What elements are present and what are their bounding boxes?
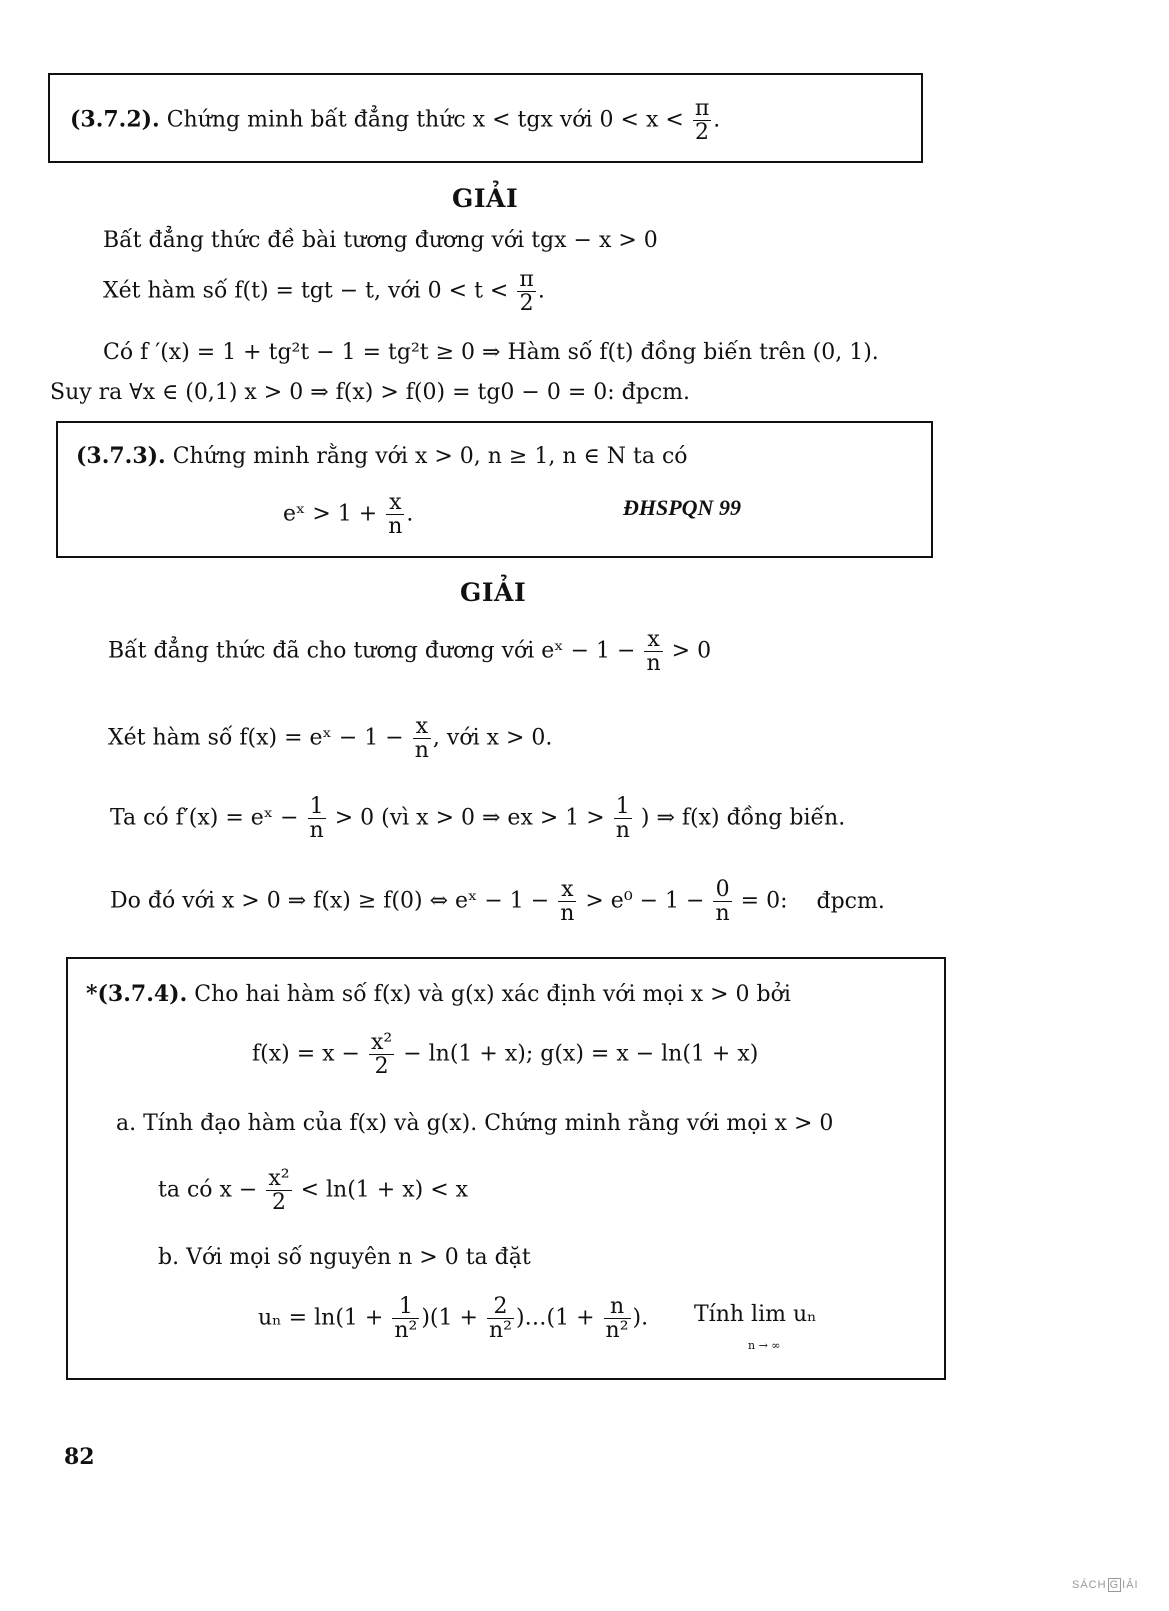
problem-3-7-4-box	[66, 957, 946, 1380]
solution-2-line-3: Ta có f′(x) = eˣ − $\frac{1}{n}$ > 0 (vì x > 0 ⇒ ex > 1 > $\frac{1}{n}$ ) ⇒ f(x) đồng biến.	[110, 794, 846, 844]
solution-heading-1: GIẢI	[452, 184, 519, 213]
problem-source: ĐHSPQN 99	[623, 495, 741, 520]
solution-1-line-1: Bất đẳng thức đề bài tương đương với tgx − x > 0	[103, 228, 658, 253]
problem-text: Chứng minh bất đẳng thức x < tgx với 0 < x <	[166, 107, 684, 133]
part-b-formula: uₙ = ln(1 + $\frac{1}{\text{n²}}$ )(1 + $\frac{2}{\text{n²}}$ )…(1 + $\frac{n}{\text{n²}}$ ).	[258, 1294, 649, 1344]
watermark-logo: SÁCH G IẢI	[1072, 1579, 1139, 1591]
solution-2-line-4: Do đó với x > 0 ⇒ f(x) ≥ f(0) ⇔ eˣ − 1 − $\frac{x}{n}$ > e⁰ − 1 − $\frac{0}{n}$ = 0: đpcm.	[110, 877, 885, 927]
solution-1-line-2: Xét hàm số f(t) = tgt − t, với 0 < t < $\frac{\pi}{2}$ .	[103, 267, 545, 317]
page-number: 82	[64, 1444, 95, 1470]
problem-3-7-3-statement	[76, 443, 688, 469]
solution-2-line-1: Bất đẳng thức đã cho tương đương với eˣ − 1 − $\frac{x}{n}$ > 0	[108, 627, 712, 677]
part-b-limit-subscript: n → ∞	[748, 1339, 781, 1352]
fraction-pi-over-2: $\frac{\pi}{2}$	[694, 96, 710, 146]
part-b-limit: Tính lim uₙ	[694, 1302, 817, 1327]
problem-3-7-2-box	[48, 73, 923, 163]
solution-1-line-4: Suy ra ∀x ∈ (0,1) x > 0 ⇒ f(x) > f(0) = tg0 − 0 = 0: đpcm.	[50, 380, 690, 405]
solution-heading-2: GIẢI	[460, 578, 527, 607]
part-b-line-1: b. Với mọi số nguyên n > 0 ta đặt	[158, 1245, 531, 1270]
part-a-line-2: ta có x − $\frac{\text{x²}}{2}$ < ln(1 + x) < x	[158, 1166, 469, 1216]
part-a-line-1: a. Tính đạo hàm của f(x) và g(x). Chứng minh rằng với mọi x > 0	[116, 1111, 834, 1136]
problem-3-7-3-formula: eˣ > 1 + $\frac{x}{n}$ .	[283, 490, 414, 540]
problem-text: Chứng minh rằng với x > 0, n ≥ 1, n ∈ N ta có	[172, 444, 688, 469]
problem-3-7-3-box	[56, 421, 933, 558]
solution-2-line-2: Xét hàm số f(x) = eˣ − 1 − $\frac{x}{n}$ , với x > 0.	[108, 714, 553, 764]
problem-label: (3.7.2).	[70, 106, 160, 133]
fraction-pi-over-2: $\frac{\pi}{2}$	[519, 267, 534, 317]
problem-3-7-2-statement: (3.7.2). Chứng minh bất đẳng thức x < tgx với 0 < x < $\frac{\pi}{2}$ .	[70, 96, 721, 146]
problem-label: (3.7.3).	[76, 443, 166, 469]
solution-1-line-3: Có f ′(x) = 1 + tg²t − 1 = tg²t ≥ 0 ⇒ Hàm số f(t) đồng biến trên (0, 1).	[103, 340, 879, 365]
problem-3-7-4-statement	[86, 981, 791, 1007]
problem-label: *(3.7.4).	[86, 981, 188, 1007]
problem-text: Cho hai hàm số f(x) và g(x) xác định với mọi x > 0 bởi	[194, 982, 791, 1007]
function-definitions: f(x) = x − $\frac{\text{x²}}{2}$ − ln(1 + x); g(x) = x − ln(1 + x)	[252, 1030, 759, 1080]
